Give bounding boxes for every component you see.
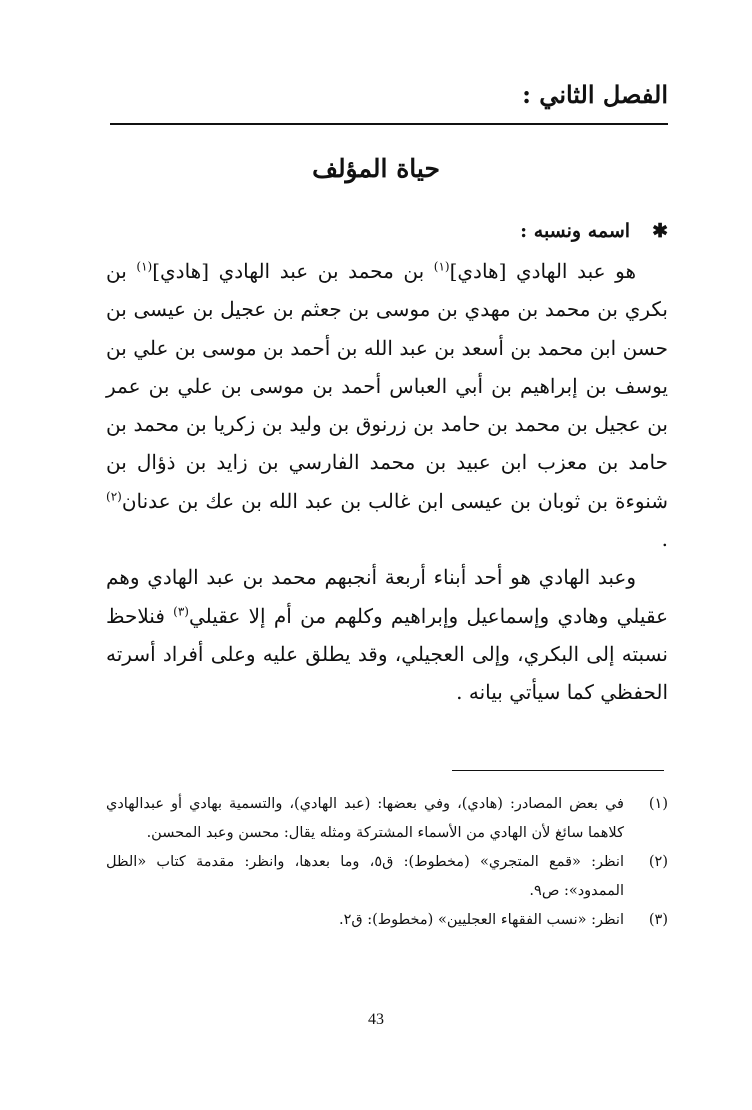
page-number: 43 — [368, 1011, 384, 1028]
paragraph-text: هو عبد الهادي [هادي] — [449, 259, 636, 283]
footnote-divider — [452, 770, 664, 771]
paragraph-text: . — [661, 527, 668, 552]
paragraph-siblings — [106, 558, 668, 711]
subheading-label: اسمه ونسبه : — [520, 220, 631, 242]
footnote-number: (٣) — [648, 912, 668, 928]
footnote-item — [106, 790, 668, 848]
footnote-ref: (٣) — [173, 604, 189, 619]
chapter-divider — [110, 123, 668, 125]
footnotes — [106, 790, 668, 935]
paragraph-text: بن بكري بن محمد بن مهدي بن موسى بن جعثم بن عجيل بن عيسى بن حسن ابن محمد بن أسعد بن عبد الله بن أحمد بن موسى بن علي بن يوسف بن إبراهيم بن أبي العباس أحمد بن موسى بن علي بن عمر بن عجيل بن محمد بن حامد بن زرنوق بن وليد بن زكريا بن محمد بن حامد بن معزب ابن عبيد بن محمد الفارسي بن زايد بن ذؤال بن شنوءة بن ثوبان بن عيسى ابن غالب بن عبد الله بن عك بن عدنان — [106, 259, 668, 513]
footnote-text: في بعض المصادر: (هادي)، وفي بعضها: (عبد الهادي)، والتسمية بهادي أو عبدالهادي كلاهما سائغ لأن الهادي من الأسماء المشتركة ومثله يقال: محسن وعبد المحسن. — [106, 796, 624, 841]
paragraph-text: بن محمد بن عبد الهادي [هادي] — [152, 259, 434, 283]
footnote-text: انظر: «نسب الفقهاء العجليين» (مخطوط): ق٢. — [338, 912, 624, 928]
footnote-item — [106, 906, 668, 935]
footnote-item — [106, 848, 668, 906]
footnote-ref: (٢) — [106, 489, 122, 504]
paragraph-text: فنلاحظ نسبته إلى البكري، وإلى العجيلي، وقد يطلق عليه وعلى أفراد أسرته الحفظي كما سيأتي بيانه . — [106, 603, 668, 705]
footnote-ref: (١) — [136, 259, 153, 274]
paragraph-text: وعبد الهادي هو أحد أبناء أربعة أنجبهم محمد بن عبد الهادي وهم عقيلي وهادي وإسماعيل وإبراهيم وكلهم من أم إلا عقيلي — [106, 565, 668, 628]
subheading — [520, 220, 668, 242]
footnote-ref: (١) — [433, 259, 450, 274]
footnote-text: انظر: «قمع المتجري» (مخطوط): ق٥، وما بعدها، وانظر: مقدمة كتاب «الظل الممدود»: ص٩. — [106, 854, 624, 899]
chapter-heading: الفصل الثاني : — [522, 80, 668, 109]
section-title: حياة المؤلف — [312, 154, 440, 183]
asterisk-bullet-icon: ✱ — [652, 220, 668, 242]
paragraph-lineage — [106, 252, 668, 558]
footnote-number: (٢) — [648, 854, 668, 870]
footnote-number: (١) — [648, 796, 668, 812]
body-text — [106, 252, 668, 712]
